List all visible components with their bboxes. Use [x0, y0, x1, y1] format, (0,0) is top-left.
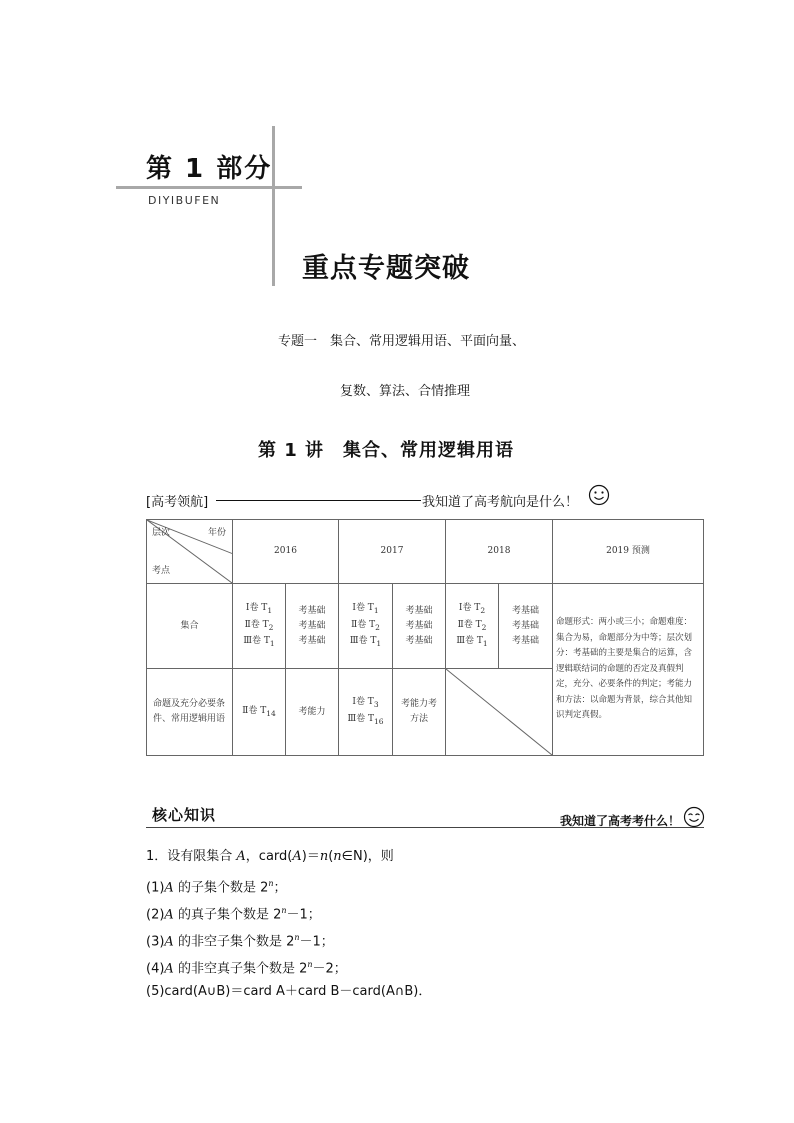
prediction-text: 命题形式：两小或三小；命题难度：集合为易，命题部分为中等；层次划分：考基础的主要是集合的运算，含逻辑联结词的命题的否定及真假判定，充分、必要条件的判定；考能力和方法：以命题为背景，综合其他知识判定真假。 [553, 584, 704, 756]
nav-divider [216, 500, 421, 501]
core-knowledge-title: 核心知识 [152, 806, 217, 824]
topic-line-1: 专题一 集合、常用逻辑用语、平面向量、 [278, 334, 526, 349]
knowledge-item: (1)A 的子集个数是 2$^n$； [146, 879, 287, 896]
row-topic: 集合 [147, 584, 233, 669]
knowledge-item: (4)A 的非空真子集个数是 $2^n-2$； [146, 960, 347, 977]
topic-line-2: 复数、算法、合情推理 [340, 384, 471, 399]
corner-topic-label: 考点 [152, 566, 171, 576]
part-pinyin: DIYIBUFEN [148, 194, 221, 207]
nav-label: [高考领航] [146, 495, 209, 510]
exam-trend-table [146, 519, 704, 756]
level-cell: 考基础 考基础 考基础 [393, 584, 446, 669]
knowledge-item: (5)card(A∪B)＝card A＋card B－card(A∩B)． [146, 984, 432, 999]
smiley-icon [683, 806, 705, 828]
level-cell: 考基础 考基础 考基础 [286, 584, 339, 669]
knowledge-item: (2)A 的真子集个数是 $2^n-1$； [146, 906, 321, 923]
nav-caption: 我知道了高考航向是什么！ [422, 495, 579, 510]
level-cell: 考能力 [286, 669, 339, 756]
level-cell: 考基础 考基础 考基础 [499, 584, 553, 669]
decorative-vertical-rule [272, 126, 275, 286]
core-caption: 我知道了高考考什么！ [560, 814, 681, 828]
lecture-title: 第 1 讲 集合、常用逻辑用语 [258, 440, 515, 461]
part-title: 第 1 部分 [146, 154, 273, 184]
empty-diagonal-cell [446, 669, 553, 756]
year-header: 2019 预测 [553, 520, 704, 584]
knowledge-item: 1．设有限集合 A，card(A)＝n(n∈N)，则 [146, 849, 394, 864]
year-header: 2018 [446, 520, 553, 584]
year-header: 2017 [339, 520, 446, 584]
knowledge-item: (3)A 的非空子集个数是 $2^n-1$； [146, 933, 334, 950]
paper-cell: Ⅰ卷 $T_2$ Ⅱ卷 $T_2$ Ⅲ卷 $T_1$ [446, 584, 499, 669]
paper-cell: Ⅱ卷 $T_{14}$ [233, 669, 286, 756]
corner-year-label: 年份 [207, 528, 226, 538]
row-topic: 命题及充分必要条件、常用逻辑用语 [147, 669, 233, 756]
paper-cell: Ⅰ卷 $T_1$ Ⅱ卷 $T_2$ Ⅲ卷 $T_1$ [233, 584, 286, 669]
smiley-icon [588, 484, 610, 506]
level-cell: 考能力考方法 [393, 669, 446, 756]
year-header: 2016 [233, 520, 339, 584]
table-corner-cell [147, 520, 233, 584]
paper-cell: Ⅰ卷 $T_1$ Ⅱ卷 $T_2$ Ⅲ卷 $T_1$ [339, 584, 393, 669]
subject-title: 重点专题突破 [302, 253, 470, 284]
corner-level-label: 层次 [152, 528, 171, 538]
paper-cell: Ⅰ卷 $T_3$ Ⅲ卷 $T_{16}$ [339, 669, 393, 756]
